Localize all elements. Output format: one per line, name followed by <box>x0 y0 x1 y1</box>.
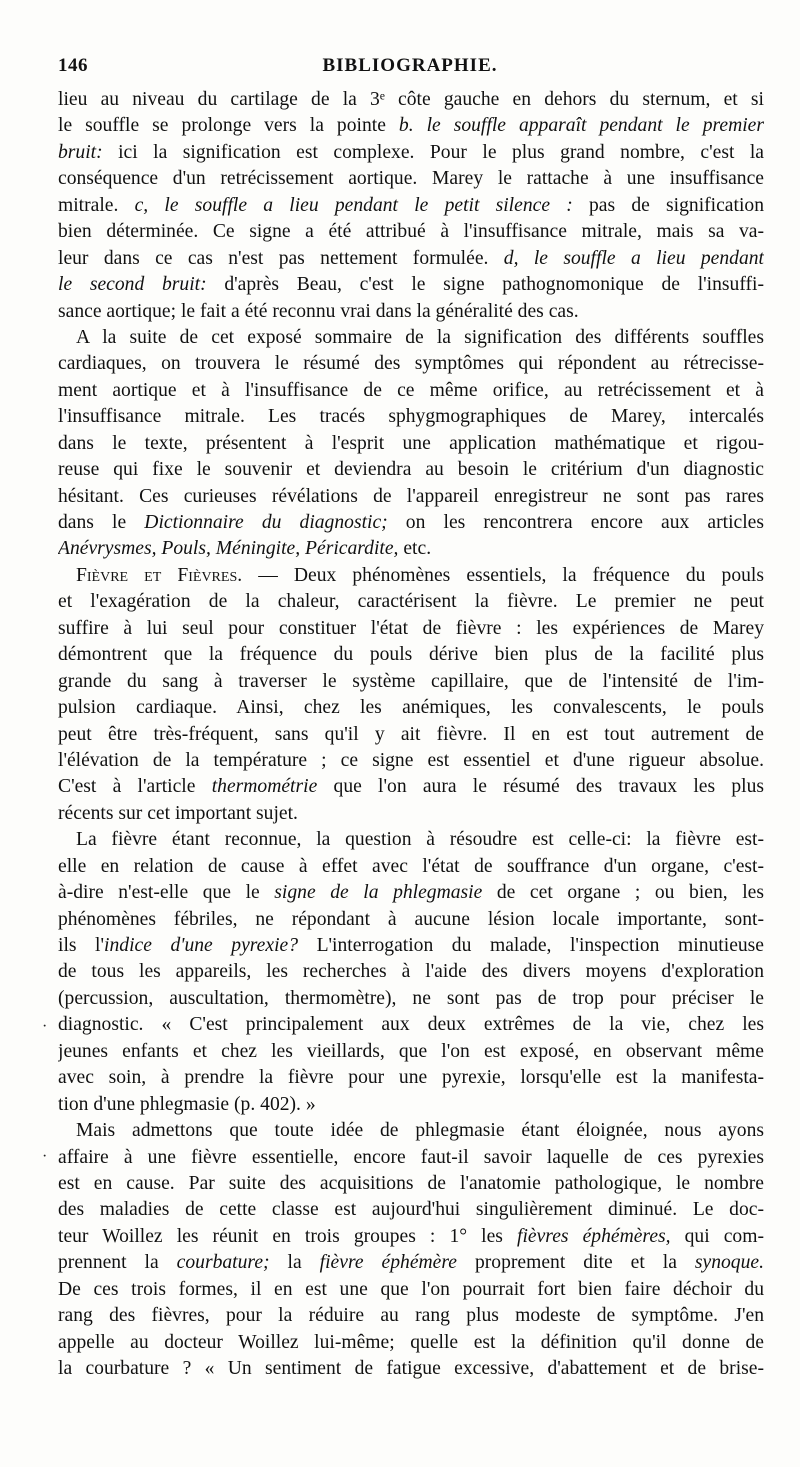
italic-text: signe de la phlegmasie <box>274 882 483 904</box>
text-segment: etc. <box>398 538 432 560</box>
text-line <box>58 801 764 827</box>
text-line <box>58 774 764 800</box>
text-line <box>58 87 764 113</box>
text-line <box>58 431 764 457</box>
italic-text: fièvre éphémère <box>319 1252 457 1274</box>
text-line <box>58 325 764 351</box>
text-segment: mitrale. <box>58 194 135 216</box>
text-line <box>58 140 764 166</box>
text-segment: dans le texte, présentent à l'esprit une application mathématique et rigou- <box>58 432 764 454</box>
italic-text: thermométrie <box>211 776 318 798</box>
text-segment: prennent la <box>58 1252 177 1274</box>
text-segment: de cet organe ; ou bien, les <box>482 882 764 904</box>
text-line <box>58 880 764 906</box>
small-caps-heading: Fièvre et Fièvres. <box>76 564 243 586</box>
text-line <box>58 1303 764 1329</box>
text-line <box>58 1224 764 1250</box>
text-line <box>58 722 764 748</box>
text-line <box>58 1065 764 1091</box>
text-line <box>58 1145 764 1171</box>
italic-text: Anévrysmes, Pouls, Méningite, Péricardite, <box>58 538 399 560</box>
text-line <box>58 907 764 933</box>
text-segment: (percussion, auscultation, thermomètre), ne sont pas de trop pour préciser le <box>58 987 764 1009</box>
text-line <box>58 748 764 774</box>
text-line <box>58 1039 764 1065</box>
text-line <box>58 510 764 536</box>
italic-text: c, le souffle a lieu pendant le petit silence : <box>134 194 573 216</box>
text-line <box>58 1356 764 1382</box>
text-line <box>58 1250 764 1276</box>
text-line <box>58 1277 764 1303</box>
text-line <box>58 1330 764 1356</box>
text-segment: reuse qui fixe le souvenir et deviendra au besoin le critérium d'un diagnostic <box>58 459 764 481</box>
text-line <box>58 536 764 562</box>
italic-text: courbature; <box>176 1252 270 1274</box>
text-line <box>58 378 764 404</box>
text-line <box>58 933 764 959</box>
text-line <box>58 669 764 695</box>
italic-text: d, le souffle a lieu pendant <box>503 247 764 269</box>
text-segment: des maladies de cette classe est aujourd'hui singulièrement diminué. Le doc- <box>58 1199 764 1221</box>
text-segment: cardiaques, on trouvera le résumé des symptômes qui répondent au rétrecisse- <box>58 353 764 375</box>
italic-text: b. le souffle apparaît pendant le premier <box>398 115 764 137</box>
text-segment: ils l' <box>58 935 105 956</box>
text-segment: conséquence d'un retrécissement aortique. Marey le rattache à une insuffisance <box>58 168 764 190</box>
text-segment: ment aortique et à l'insuffisance de ce même orifice, au retrécissement et à <box>58 379 764 401</box>
text-segment: L'interrogation du malade, l'inspection minutieuse <box>298 935 764 956</box>
italic-text: bruit: <box>58 141 103 163</box>
text-segment: est en cause. Par suite des acquisitions de l'anatomie pathologique, le nombre <box>58 1172 764 1194</box>
text-segment: sance aortique; le fait a été reconnu vrai dans la généralité des cas. <box>58 300 579 322</box>
text-line <box>58 854 764 880</box>
running-title: BIBLIOGRAPHIE. <box>322 55 498 76</box>
text-line <box>58 299 764 325</box>
text-segment: jeunes enfants et chez les vieillards, que l'on est exposé, en observant même <box>58 1040 764 1062</box>
text-segment: affaire à une fièvre essentielle, encore faut-il savoir laquelle de ces pyrexies <box>58 1146 764 1168</box>
text-segment: l'élévation de la température ; ce signe est essentiel et d'une rigueur absolue. <box>58 749 764 771</box>
italic-text: le second bruit: <box>58 274 207 296</box>
text-line <box>58 616 764 642</box>
text-segment: que l'on aura le résumé des travaux les plus <box>317 776 764 798</box>
text-line <box>58 642 764 668</box>
text-line <box>58 272 764 298</box>
text-line <box>58 404 764 430</box>
text-line <box>58 1197 764 1223</box>
text-line <box>58 219 764 245</box>
text-segment: suffire à lui seul pour constituer l'état de fièvre : les expériences de Marey <box>58 617 764 639</box>
text-line <box>58 827 764 853</box>
italic-text: fièvres éphémères, <box>517 1225 671 1247</box>
text-segment: à-dire n'est-elle que le <box>58 882 275 904</box>
italic-text: indice d'une pyrexie? <box>104 935 299 956</box>
text-line <box>58 986 764 1012</box>
text-segment: et l'exagération de la chaleur, caractérisent la fièvre. Le premier ne peut <box>58 591 764 613</box>
text-line <box>58 1171 764 1197</box>
text-line <box>58 1092 764 1118</box>
text-segment: le souffle se prolonge vers la pointe <box>58 115 399 137</box>
text-line <box>58 695 764 721</box>
text-segment: d'après Beau, c'est le signe pathognomonique de l'insuffi- <box>206 274 764 296</box>
text-line <box>58 959 764 985</box>
text-line <box>58 166 764 192</box>
text-segment: hésitant. Ces curieuses révélations de l'appareil enregistreur ne sont pas rares <box>58 485 764 507</box>
text-segment: tion d'une phlegmasie (p. 402). » <box>58 1093 316 1115</box>
text-segment: diagnostic. « C'est principalement aux deux extrêmes de la vie, chez les <box>58 1014 764 1036</box>
body-text <box>58 87 764 1382</box>
text-segment: rang des fièvres, pour la réduire au rang plus modeste de symptôme. J'en <box>58 1305 764 1327</box>
text-segment: elle en relation de cause à effet avec l'état de souffrance d'un organe, c'est- <box>58 855 764 877</box>
text-segment: De ces trois formes, il en est une que l'on pourrait fort bien faire déchoir du <box>58 1278 764 1300</box>
text-segment: teur Woillez les réunit en trois groupes : 1° les <box>58 1225 518 1247</box>
text-segment: leur dans ce cas n'est pas nettement formulée. <box>58 247 504 269</box>
text-segment: la courbature ? « Un sentiment de fatigue excessive, d'abattement et de brise- <box>58 1358 764 1379</box>
text-segment: avec soin, à prendre la fièvre pour une pyrexie, lorsqu'elle est la manifesta- <box>58 1067 764 1089</box>
text-line <box>58 457 764 483</box>
text-segment: on les rencontrera encore aux articles <box>387 512 764 533</box>
margin-dot: · <box>42 1148 48 1165</box>
text-segment: l'insuffisance mitrale. Les tracés sphygmographiques de Marey, intercalés <box>58 406 764 428</box>
text-segment: La fièvre étant reconnue, la question à résoudre est celle-ci: la fièvre est- <box>76 829 764 851</box>
text-line <box>58 193 764 219</box>
text-segment: lieu au niveau du cartilage de la 3ᵉ côte gauche en dehors du sternum, et si <box>58 89 764 110</box>
text-segment: ici la signification est complexe. Pour le plus grand nombre, c'est la <box>102 141 764 163</box>
text-segment: bien déterminée. Ce signe a été attribué à l'insuffisance mitrale, mais sa va- <box>58 221 764 243</box>
text-line <box>58 246 764 272</box>
text-segment: de tous les appareils, les recherches à l'aide des divers moyens d'exploration <box>58 961 764 983</box>
text-segment: pulsion cardiaque. Ainsi, chez les anémiques, les convalescents, le pouls <box>58 697 764 719</box>
italic-text: synoque. <box>694 1252 764 1274</box>
page-header <box>58 55 762 81</box>
text-segment: grande du sang à traverser le système capillaire, que de l'intensité de l'im- <box>58 670 764 692</box>
page-number: 146 <box>58 55 88 76</box>
text-line <box>58 1118 764 1144</box>
margin-dot: · <box>42 1018 48 1035</box>
text-segment: la <box>269 1252 320 1274</box>
text-segment: phénomènes fébriles, ne répondant à aucune lésion locale importante, sont- <box>58 908 764 930</box>
text-segment: qui com- <box>670 1225 764 1247</box>
text-line <box>58 563 764 589</box>
text-line <box>58 484 764 510</box>
text-line <box>58 1012 764 1038</box>
text-segment: — Deux phénomènes essentiels, la fréquence du pouls <box>242 564 764 586</box>
text-line <box>58 113 764 139</box>
text-line <box>58 589 764 615</box>
text-line <box>58 351 764 377</box>
text-segment: appelle au docteur Woillez lui-même; quelle est la définition qu'il donne de <box>58 1331 764 1353</box>
text-segment: peut être très-fréquent, sans qu'il y ait fièvre. Il en est tout autrement de <box>58 723 764 745</box>
text-segment: proprement dite et la <box>456 1252 695 1274</box>
text-segment: dans le <box>58 512 145 533</box>
text-segment: pas de signification <box>572 194 764 216</box>
text-segment: A la suite de cet exposé sommaire de la signification des différents souffles <box>76 326 764 348</box>
text-segment: récents sur cet important sujet. <box>58 802 298 824</box>
italic-text: Dictionnaire du diagnostic; <box>144 512 388 533</box>
text-segment: C'est à l'article <box>58 776 212 798</box>
text-segment: Mais admettons que toute idée de phlegmasie étant éloignée, nous ayons <box>76 1120 764 1142</box>
text-segment: démontrent que la fréquence du pouls dérive bien plus de la facilité plus <box>58 644 764 666</box>
